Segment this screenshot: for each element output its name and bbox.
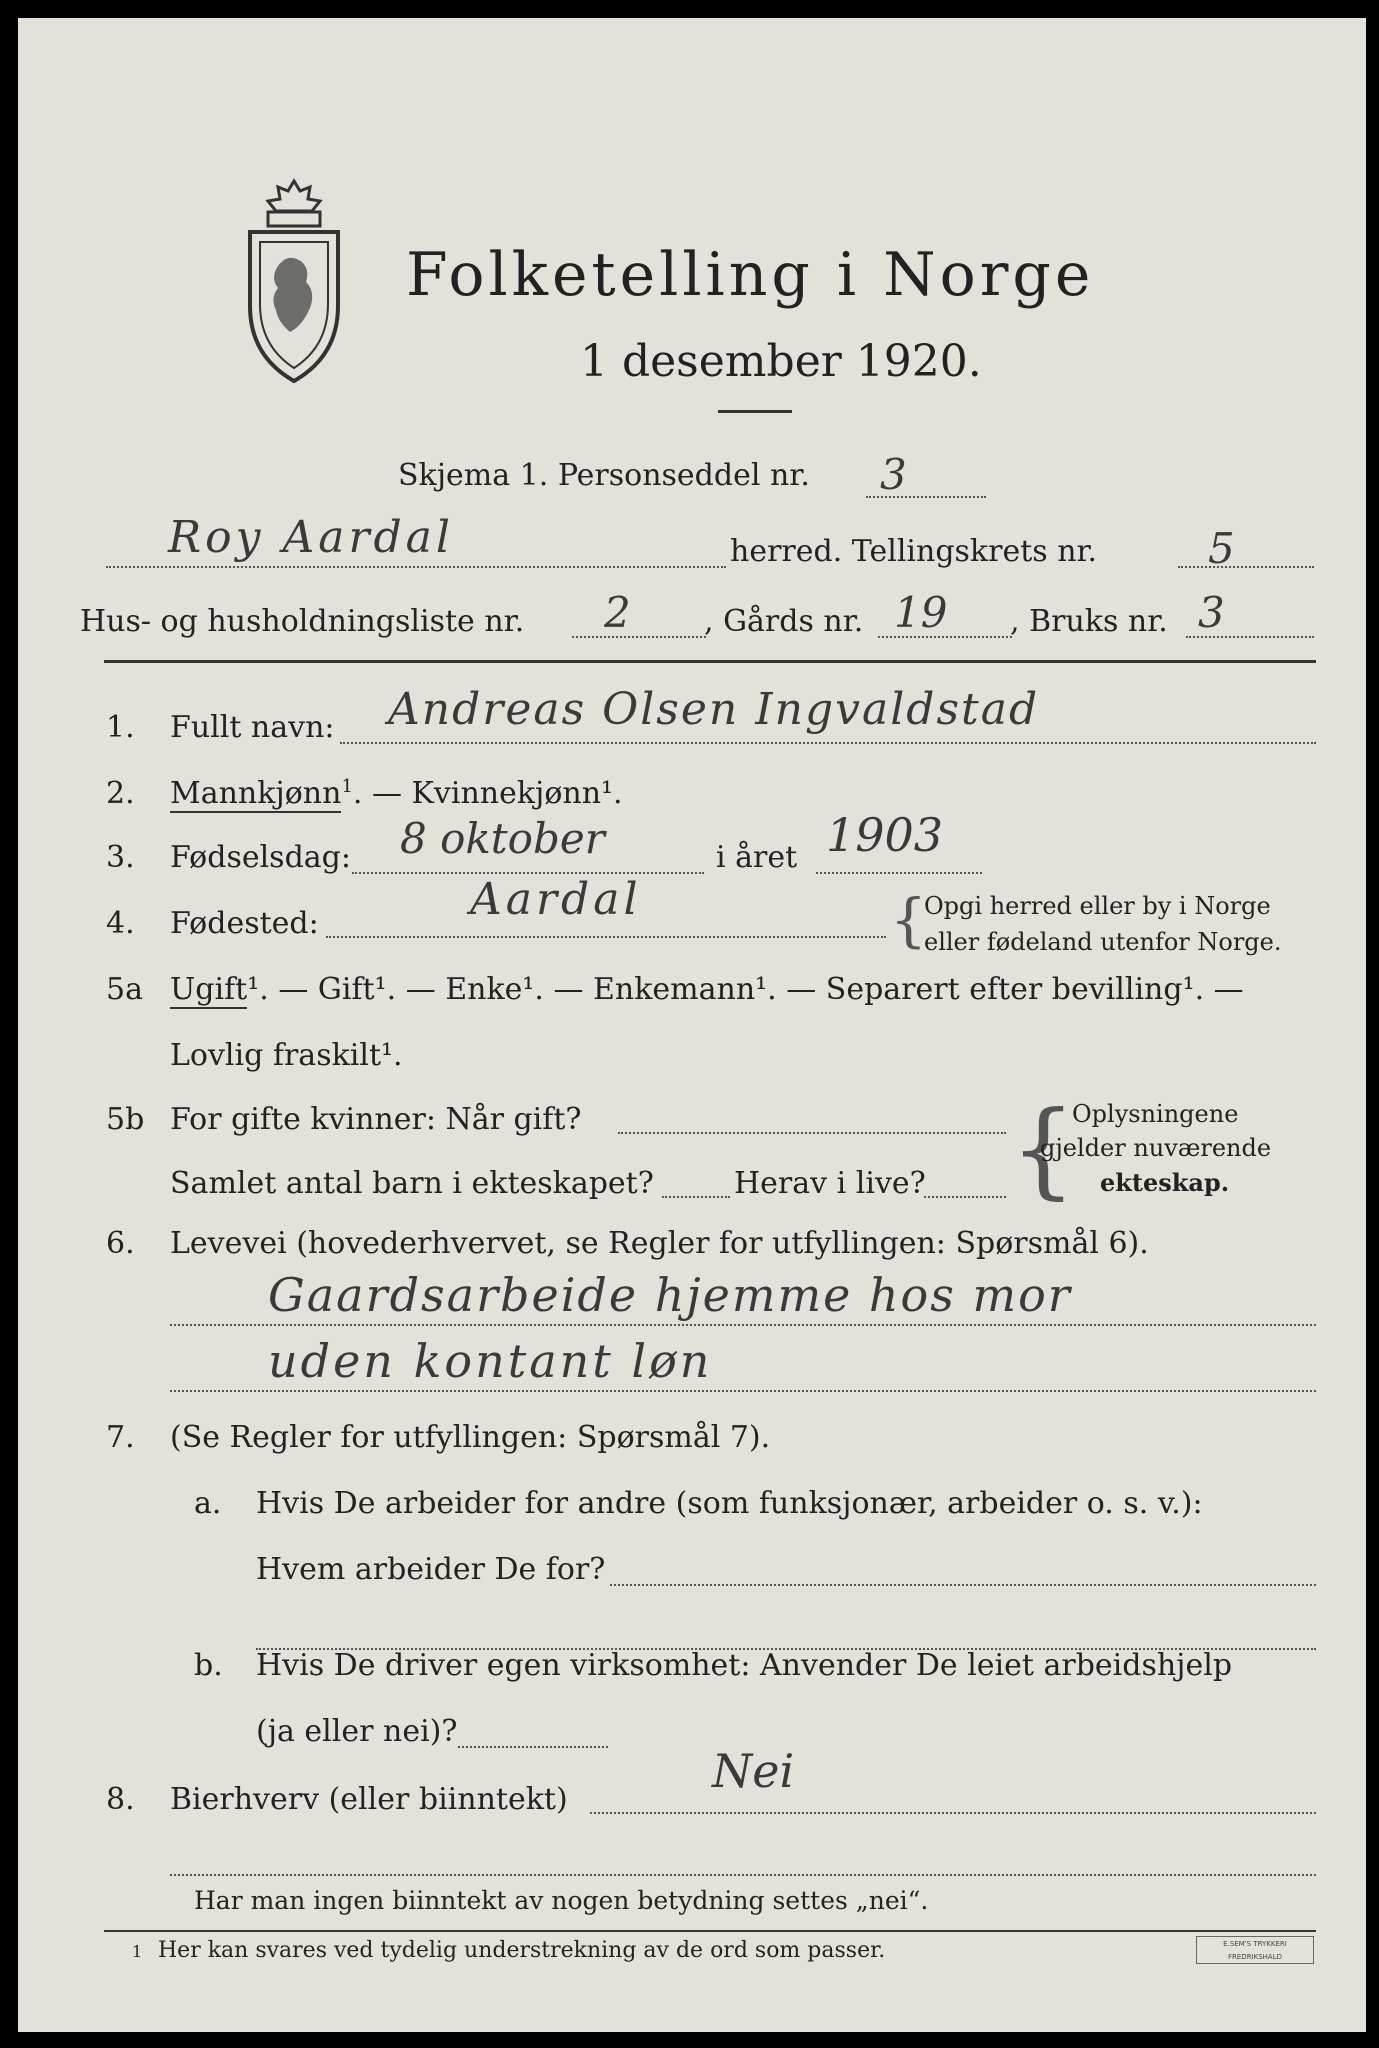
side-income-field[interactable] <box>590 1812 1316 1814</box>
q4-note-2: eller fødeland utenfor Norge. <box>924 928 1282 956</box>
footnote-divider <box>104 1930 1316 1932</box>
q4-brace: { <box>890 886 927 954</box>
birthplace-value: Aardal <box>470 874 642 925</box>
footnote-mark: 1 <box>132 1942 143 1961</box>
tellingskrets-field[interactable] <box>1178 566 1314 568</box>
q7b-line1: Hvis De driver egen virksomhet: Anvender De leiet arbeidshjelp <box>256 1648 1233 1683</box>
birthday-value: 8 oktober <box>400 814 605 863</box>
herred-field[interactable] <box>106 566 726 568</box>
q3-label: Fødselsdag: <box>170 840 351 875</box>
q2-options <box>170 776 623 811</box>
q4-number: 4. <box>106 906 135 941</box>
printer-text: E.SEM'S TRYKKERI FREDRIKSHALD <box>1223 1940 1287 1961</box>
q7a-number: a. <box>194 1486 222 1521</box>
birth-year-value: 1903 <box>826 808 944 862</box>
footnote-text: Her kan svares ved tydelig understrekning av de ord som passer. <box>158 1938 886 1963</box>
children-total-field[interactable] <box>662 1196 730 1198</box>
hus-label: Hus- og husholdningsliste nr. <box>80 604 525 639</box>
full-name-value: Andreas Olsen Ingvaldstad <box>388 684 1040 735</box>
form-date: 1 desember 1920. <box>580 336 982 387</box>
option-ugift-underlined[interactable]: Ugift <box>170 972 248 1007</box>
q4-label: Fødested: <box>170 906 319 941</box>
tellingskrets-nr-value: 5 <box>1208 524 1235 573</box>
printer-mark <box>1196 1936 1314 1964</box>
gards-nr-value: 19 <box>894 588 948 637</box>
birthplace-field[interactable] <box>326 936 886 938</box>
q7b-number: b. <box>194 1648 223 1683</box>
occupation-field-1[interactable] <box>170 1324 1316 1326</box>
gards-label: , Gårds nr. <box>704 604 864 639</box>
q3-year-label: i året <box>716 840 798 875</box>
q5a-number: 5a <box>106 972 143 1007</box>
q4-note-1: Opgi herred eller by i Norge <box>924 892 1271 920</box>
title-divider <box>718 410 792 413</box>
q5b-number: 5b <box>106 1102 145 1137</box>
form-title: Folketelling i Norge <box>406 240 1095 310</box>
q6-number: 6. <box>106 1226 135 1261</box>
coat-of-arms-icon <box>238 176 350 386</box>
q2-sup: 1 <box>341 776 353 797</box>
q1-label: Fullt navn: <box>170 710 335 745</box>
skjema-label: Skjema 1. Personseddel nr. <box>398 458 810 493</box>
q7-number: 7. <box>106 1420 135 1455</box>
option-mannkjonn-underlined[interactable]: Mannkjønn <box>170 776 342 811</box>
bruks-label: , Bruks nr. <box>1010 604 1168 639</box>
hired-help-field[interactable] <box>458 1746 608 1748</box>
header-separator <box>104 660 1316 663</box>
q5a-rest: ¹. — Gift¹. — Enke¹. — Enkemann¹. — Separert efter bevilling¹. — <box>247 972 1244 1007</box>
q7a-line1: Hvis De arbeider for andre (som funksjonær, arbeider o. s. v.): <box>256 1486 1203 1521</box>
q7-label: (Se Regler for utfyllingen: Spørsmål 7). <box>170 1420 771 1455</box>
q8-label: Bierhverv (eller biinntekt) <box>170 1782 568 1817</box>
q5a-options <box>170 972 1244 1007</box>
q2-number: 2. <box>106 776 135 811</box>
q1-number: 1. <box>106 710 135 745</box>
q8-note: Har man ingen biinntekt av nogen betydning settes „nei“. <box>194 1886 929 1915</box>
q5b-line1: For gifte kvinner: Når gift? <box>170 1102 582 1137</box>
personseddel-nr-value: 3 <box>880 450 907 499</box>
herred-value: Roy Aardal <box>168 512 454 563</box>
occupation-value-2: uden kontant løn <box>268 1334 713 1388</box>
q8-number: 8. <box>106 1782 135 1817</box>
bruks-nr-value: 3 <box>1198 588 1225 637</box>
herred-label: herred. Tellingskrets nr. <box>730 534 1098 569</box>
occupation-field-2[interactable] <box>170 1390 1316 1392</box>
q6-label: Levevei (hovederhvervet, se Regler for utfyllingen: Spørsmål 6). <box>170 1226 1149 1261</box>
q5b-note-2: gjelder nuværende <box>1040 1134 1272 1162</box>
q5b-line2a: Samlet antal barn i ekteskapet? <box>170 1166 654 1201</box>
birth-year-field[interactable] <box>816 872 982 874</box>
census-form-page <box>18 18 1366 2032</box>
children-alive-field[interactable] <box>924 1196 1006 1198</box>
side-income-field-2[interactable] <box>170 1874 1316 1876</box>
married-when-field[interactable] <box>618 1132 1006 1134</box>
q7a-line2: Hvem arbeider De for? <box>256 1552 606 1587</box>
q3-number: 3. <box>106 840 135 875</box>
q5b-line2b: Herav i live? <box>734 1166 926 1201</box>
full-name-field[interactable] <box>340 742 1316 744</box>
q5b-note-1: Oplysningene <box>1072 1100 1239 1128</box>
hus-nr-field[interactable] <box>572 636 706 638</box>
q5b-note-3: ekteskap. <box>1100 1168 1230 1197</box>
side-income-value: Nei <box>712 1744 795 1798</box>
occupation-value-1: Gaardsarbeide hjemme hos mor <box>268 1268 1072 1322</box>
q5a-line2: Lovlig fraskilt¹. <box>170 1038 403 1073</box>
employer-field-1[interactable] <box>610 1584 1316 1586</box>
q2-rest: . — Kvinnekjønn¹. <box>352 776 623 811</box>
q5b-brace: { <box>1010 1088 1077 1210</box>
hus-nr-value: 2 <box>604 588 631 637</box>
q7b-line2: (ja eller nei)? <box>256 1714 458 1749</box>
